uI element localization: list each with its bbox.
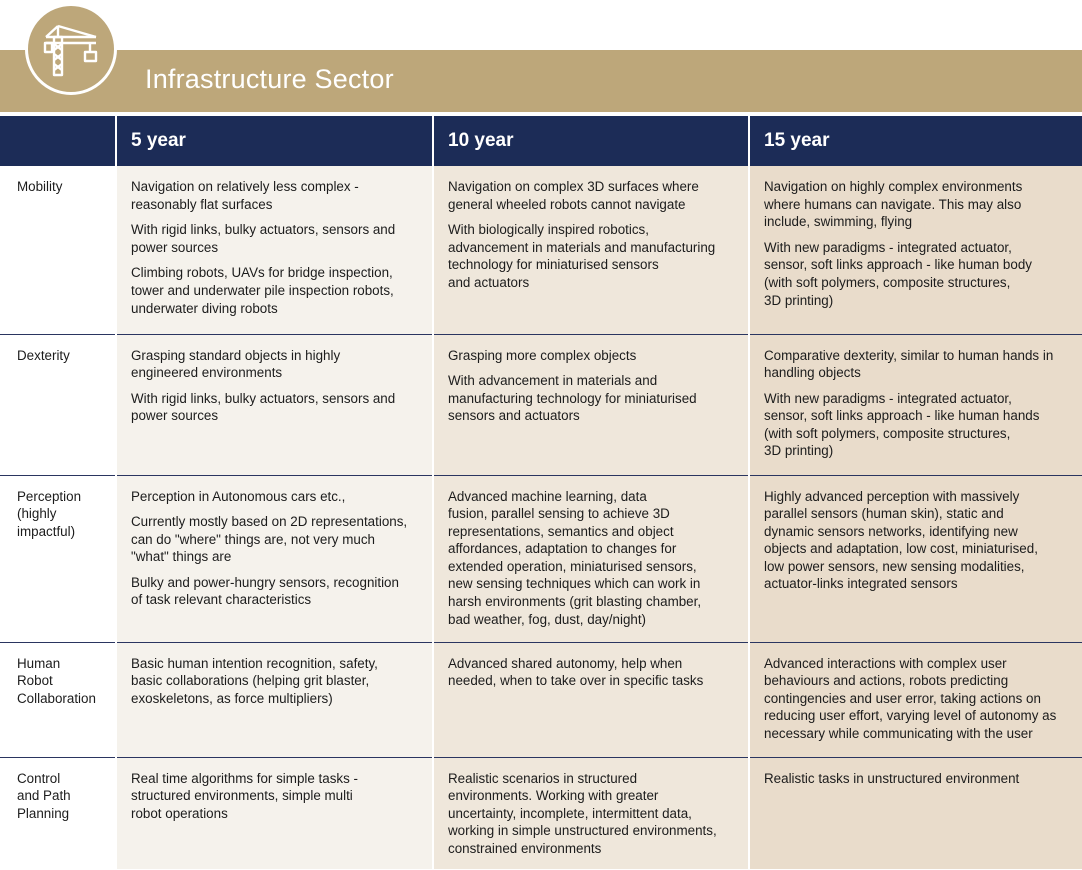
cell-mobility-15-year	[749, 166, 1082, 334]
row-label-perception	[0, 475, 116, 642]
column-header-15-year: 15 year	[749, 116, 1082, 166]
row-label: Human Robot Collaboration	[17, 655, 96, 706]
table-row-human-robot-collaboration	[0, 642, 1082, 757]
cell-dexterity-10-year	[433, 334, 749, 475]
cell-hrc-10-year	[433, 642, 749, 757]
table-header-row	[0, 116, 1082, 166]
cell-text: Currently mostly based on 2D representations, can do "where" things are, not very much "what" things are	[131, 514, 408, 565]
column-header-5-year: 5 year	[116, 116, 433, 166]
cell-text: With advancement in materials and manufacturing technology for miniaturised sensors and actuators	[448, 373, 697, 424]
cell-text: Realistic scenarios in structured environments. Working with greater uncertainty, incomplete, intermittent data, working in simple unstructured environments, constrained environments	[448, 770, 717, 856]
table-row-control-path-planning	[0, 757, 1082, 869]
cell-mobility-10-year	[433, 166, 749, 334]
table-row-perception	[0, 475, 1082, 642]
cell-perception-10-year	[433, 475, 749, 642]
cell-text: With rigid links, bulky actuators, sensors and power sources	[131, 390, 396, 424]
cell-text: With new paradigms - integrated actuator, sensor, soft links approach - like human body (with soft polymers, composite structures, 3D printing)	[764, 239, 1032, 308]
cell-control-10-year	[433, 757, 749, 869]
table-row-mobility	[0, 166, 1082, 334]
cell-text: Comparative dexterity, similar to human hands in handling objects	[764, 347, 1054, 381]
cell-text: Basic human intention recognition, safety, basic collaborations (helping grit blaster, exoskeletons, as force multipliers)	[131, 655, 378, 706]
cell-text: Real time algorithms for simple tasks - structured environments, simple multi robot operations	[131, 770, 358, 821]
cell-text: Perception in Autonomous cars etc.,	[131, 488, 346, 504]
page-title: Infrastructure Sector	[145, 64, 394, 94]
cell-perception-15-year	[749, 475, 1082, 642]
cell-text: With rigid links, bulky actuators, sensors and power sources	[131, 222, 396, 255]
cell-text: Grasping standard objects in highly engineered environments	[131, 347, 341, 381]
row-label-mobility	[0, 166, 116, 334]
row-label-human-robot-collaboration	[0, 642, 116, 757]
row-label: Mobility	[17, 179, 63, 194]
row-label: Perception (highly impactful)	[17, 488, 82, 539]
column-header-10-year: 10 year	[433, 116, 749, 166]
row-label: Control and Path Planning	[17, 770, 71, 821]
cell-text: Navigation on complex 3D surfaces where general wheeled robots cannot navigate	[448, 179, 699, 212]
cell-text: Highly advanced perception with massively parallel sensors (human skin), static and dynamic sensors networks, identifying new objects and adaptation, low cost, miniaturised, low power sensors, new sensing modalities, actuator-links integrated sensors	[764, 488, 1038, 592]
cell-text: With new paradigms - integrated actuator, sensor, soft links approach - like human hands (with soft polymers, composite structures, 3D printing)	[764, 390, 1040, 459]
table-row-dexterity	[0, 334, 1082, 475]
row-label-control-path-planning	[0, 757, 116, 869]
cell-dexterity-5-year	[116, 334, 433, 475]
cell-control-5-year	[116, 757, 433, 869]
row-label: Dexterity	[17, 347, 70, 363]
cell-hrc-5-year	[116, 642, 433, 757]
cell-text: Advanced machine learning, data fusion, parallel sensing to achieve 3D representations, semantics and object affordances, adaptation to changes for extended operation, miniaturised sensors, new sensing techniques which can work in harsh environments (grit blasting chamber, bad weather, fog, dust, day/night)	[448, 488, 702, 627]
cell-text: Advanced interactions with complex user behaviours and actions, robots predicting contingencies and user error, taking actions on reducing user effort, varying level of autonomy as necessary while communicating with the user	[764, 655, 1057, 741]
sector-logo	[25, 3, 117, 95]
cell-perception-5-year	[116, 475, 433, 642]
cell-mobility-5-year	[116, 166, 433, 334]
cell-text: Navigation on relatively less complex - reasonably flat surfaces	[131, 179, 359, 212]
cell-text: Navigation on highly complex environments where humans can navigate. This may also include, swimming, flying	[764, 179, 1023, 230]
cell-text: Realistic tasks in unstructured environment	[764, 770, 1020, 786]
cell-hrc-15-year	[749, 642, 1082, 757]
cell-text: Climbing robots, UAVs for bridge inspection, tower and underwater pile inspection robots, underwater diving robots	[131, 265, 394, 316]
cell-text: With biologically inspired robotics, advancement in materials and manufacturing technology for miniaturised sensors and actuators	[448, 222, 716, 290]
column-header-corner	[0, 116, 116, 166]
row-label-dexterity	[0, 334, 116, 475]
roadmap-table	[0, 116, 1082, 869]
cell-control-15-year	[749, 757, 1082, 869]
cell-text: Advanced shared autonomy, help when needed, when to take over in specific tasks	[448, 655, 704, 689]
crane-icon	[40, 18, 102, 80]
cell-text: Bulky and power-hungry sensors, recognition of task relevant characteristics	[131, 574, 399, 608]
cell-text: Grasping more complex objects	[448, 347, 637, 363]
cell-dexterity-15-year	[749, 334, 1082, 475]
